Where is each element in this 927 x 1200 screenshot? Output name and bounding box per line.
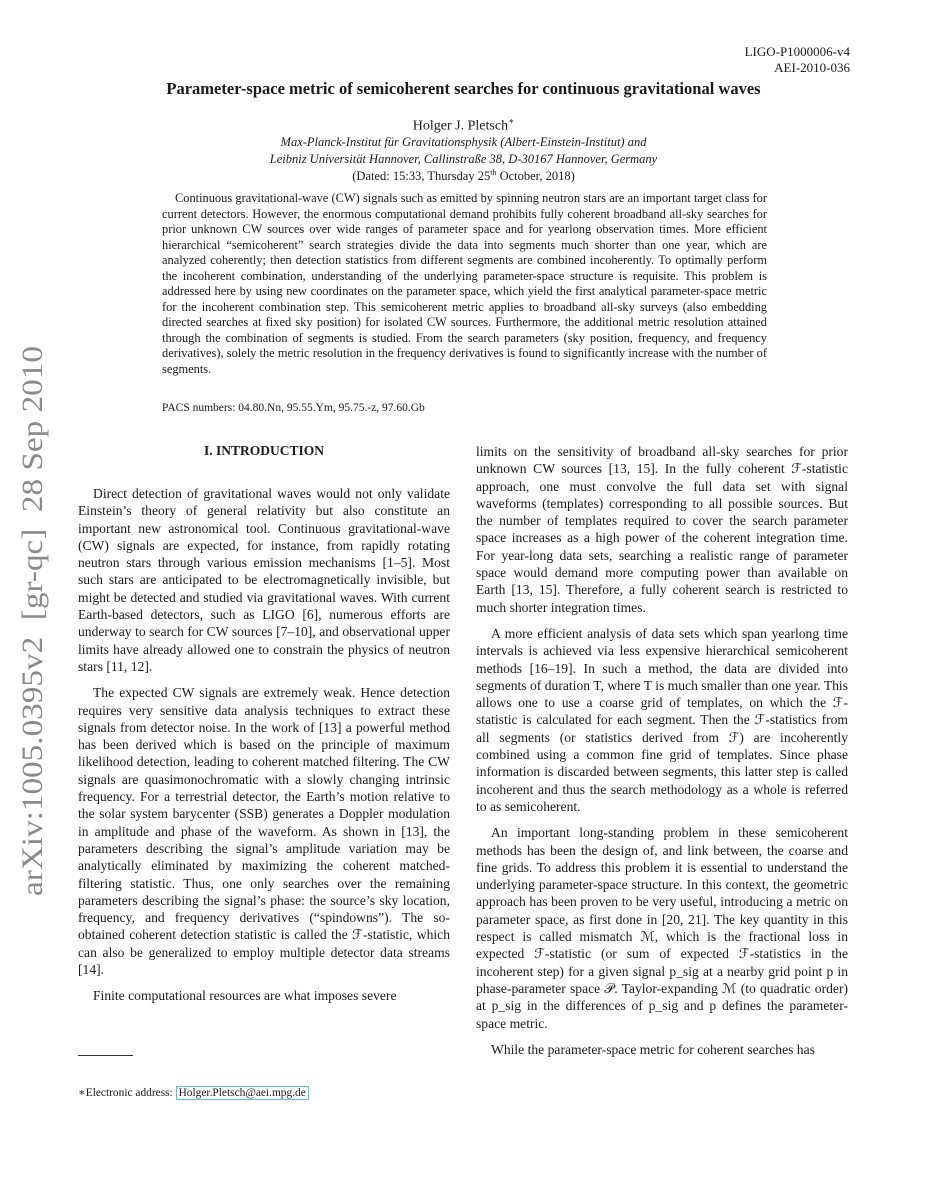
affiliation-line-2: Leibniz Universität Hannover, Callinstraße 38, D-30167 Hannover, Germany [269, 152, 658, 166]
arxiv-stamp [8, 340, 52, 900]
report-id-ligo: LIGO-P1000006-v4 [744, 44, 850, 59]
left-column [78, 485, 450, 1014]
email-link[interactable]: Holger.Pletsch@aei.mpg.de [176, 1086, 309, 1100]
right-paragraph-1: limits on the sensitivity of broadband all-sky searches for prior unknown CW sources [13, 15]. In the fully coherent ℱ-statistic approach, one must convolve the full data set with signal waveforms (templates) corresponding to all possible sources. But the number of templates required to cover the search parameter space increases as a high power of the coherent integration time. For year-long data sets, searching a realistic range of parameter space would demand more computing power than available on Earth [13, 15]. Therefore, a fully coherent search is restricted to much shorter integration times. [476, 444, 848, 615]
arxiv-stamp-text: arXiv:1005.0395v2 [gr-qc] 28 Sep 2010 [16, 399, 49, 896]
footnote-label: ∗Electronic address: [78, 1087, 176, 1099]
pacs-numbers: PACS numbers: 04.80.Nn, 95.55.Ym, 95.75.-z, 97.60.Gb [162, 402, 425, 414]
section-heading-introduction: I. INTRODUCTION [203, 443, 325, 458]
right-paragraph-2: A more efficient analysis of data sets which span yearlong time intervals is achieved via less expensive hierarchical semicoherent methods [16–19]. In such a method, the data are divided into segments of duration T, where T is much smaller than one year. This allows one to use a coarse grid of templates, on which the ℱ-statistic is calculated for each segment. Then the ℱ-statistics from all segments (or statistics derived from ℱ) are incoherently combined using a common fine grid of templates. Since phase information is discarded between segments, this latter step is called incoherent and thus the search methodology as a whole is referred to as semicoherent. [476, 625, 848, 814]
footnote [78, 1085, 309, 1099]
left-paragraph-2: The expected CW signals are extremely weak. Hence detection requires very sensitive data analysis techniques to extract these signals from detector noise. In the work of [13] a powerful method has been derived which is based on the principle of maximum likelihood detection, leading to coherent matched filtering. The CW signals are quasimonochromatic with a slowly changing intrinsic frequency. For a terrestrial detector, the Earth’s motion relative to the solar system barycenter (SSB) generates a Doppler modulation in amplitude and phase of the waveform. As shown in [13], the parameters describing the signal’s amplitude variation may be analytically eliminated by maximizing the coherent matched-filtering statistic. Thus, one only searches over the remaining parameters describing the signal’s phase: the source’s sky location, frequency, and frequency derivatives (“spindowns”). The so-obtained coherent detection statistic is called the ℱ-statistic, which can also be generalized to employ multiple detector data streams [14]. [78, 685, 450, 978]
left-paragraph-1: Direct detection of gravitational waves would not only validate Einstein’s theory of general relativity but also constitute an important new astronomical tool. Continuous gravitational-wave (CW) signals are expected, for instance, from rapidly rotating neutron stars through various emission mechanisms [1–5]. Most such stars are anticipated to be electromagnetically invisible, but might be detected and studied via gravitational waves. With current Earth-based detectors, such as LIGO [6], numerous efforts are underway to search for CW sources [7–10], and observational upper limits have already allowed one to constrain the physics of neutron stars [11, 12]. [78, 486, 450, 674]
abstract: Continuous gravitational-wave (CW) signals such as emitted by spinning neutron stars are an important target class for current detectors. However, the enormous computational demand prohibits fully coherent broadband all-sky searches for prior unknown CW sources over wide ranges of parameter space and for yearlong observation times. More efficient hierarchical “semicoherent” search strategies divide the data into segments much shorter than one year, which are analyzed coherently; then detection statistics from different segments are combined incoherently. To optimally perform the incoherent combination, understanding of the underlying parameter-space structure is requisite. This problem is addressed here by using new coordinates on the parameter space, which yield the first analytical parameter-space metric for the incoherent combination step. This semicoherent metric applies to broadband all-sky surveys (also embedding directed searches at fixed sky position) for isolated CW sources. Furthermore, the additional metric resolution attained through the combination of segments is studied. From the search parameters (sky position, frequency, and frequency derivatives), solely the metric resolution in the frequency derivatives is found to significantly increase with the number of segments. [162, 191, 767, 376]
right-paragraph-4: While the parameter-space metric for coherent searches has [491, 1041, 815, 1057]
left-paragraph-3: Finite computational resources are what imposes severe [93, 988, 397, 1004]
affiliation-line-1: Max-Planck-Institut für Gravitationsphysik (Albert-Einstein-Institut) and [280, 135, 647, 149]
paper-title: Parameter-space metric of semicoherent searches for continuous gravitational waves [166, 79, 761, 98]
dated-after: October, 2018) [496, 169, 575, 184]
right-paragraph-3: An important long-standing problem in these semicoherent methods has been the design of, and link between, the coarse and fine grids. To address this problem it is essential to understand the underlying parameter-space structure. In this context, the geometric approach has been proven to be very useful, introducing a metric on parameter space, as first done in [20, 21]. The key quantity in this respect is called mismatch ℳ, which is the fractional loss in expected ℱ-statistic (or sum of expected ℱ-statistics in the incoherent step) for a given signal p_sig at a nearby grid point p in phase-parameter space 𝒫. Taylor-expanding ℳ (to quadratic order) at p_sig in the differences of p_sig and p defines the parameter-space metric. [476, 825, 848, 1031]
footnote-divider [78, 1055, 133, 1056]
report-id-aei: AEI-2010-036 [774, 60, 850, 75]
report-ids [745, 44, 850, 76]
author-footnote-marker[interactable]: ∗ [508, 116, 515, 126]
author-name: Holger J. Pletsch [412, 118, 509, 134]
author-line [0, 116, 927, 135]
dated-line [0, 168, 927, 184]
dated-before: (Dated: 15:33, Thursday 25 [352, 169, 491, 184]
affiliation [0, 134, 927, 168]
right-column [476, 443, 848, 1067]
dated-sup: th [490, 168, 497, 177]
